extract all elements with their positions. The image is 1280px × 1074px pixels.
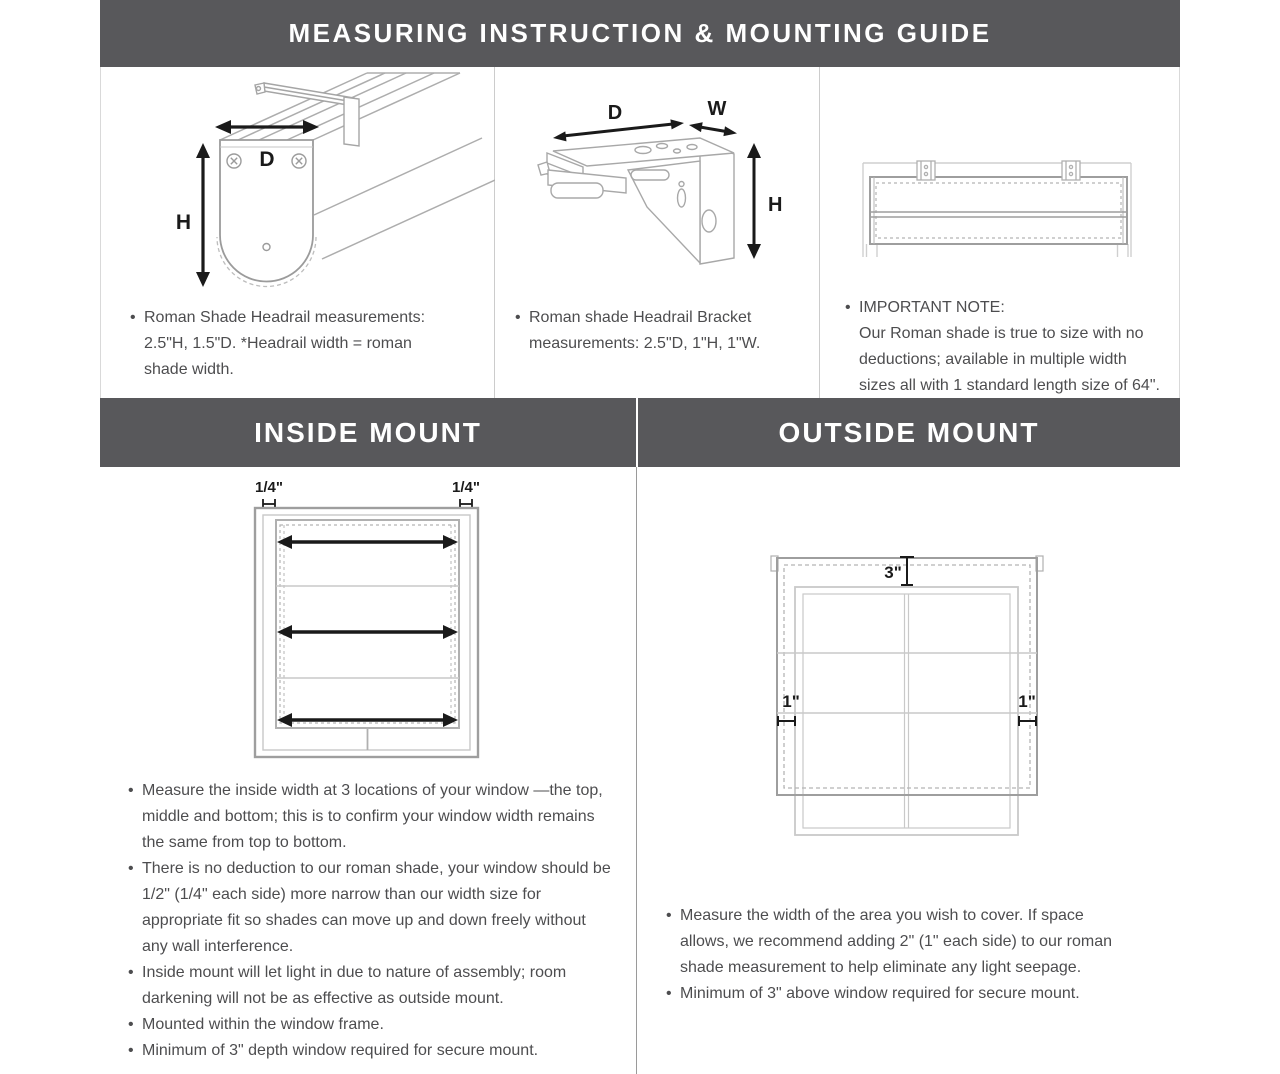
outside-mount-instructions bbox=[666, 903, 1120, 1007]
instruction-bullet: • There is no deduction to our roman shade, your window should be 1/2" (1/4" each side) more narrow than our width size for appropriate fit so shades can move up and down freely without any wall interference. bbox=[128, 856, 616, 960]
width-measure-arrow bbox=[277, 625, 458, 639]
instruction-bullet: • Minimum of 3" above window required for secure mount. bbox=[666, 981, 1120, 1007]
bracket-shape bbox=[538, 138, 734, 264]
mount-bracket-icon bbox=[917, 161, 935, 180]
headrail-note bbox=[130, 305, 436, 383]
instruction-bullet: • Minimum of 3" depth window required for secure mount. bbox=[128, 1038, 616, 1064]
shade-body bbox=[870, 177, 1127, 244]
panel-mounted-shade bbox=[820, 67, 1179, 398]
outside-mount-diagram bbox=[637, 540, 1180, 862]
width-measure-arrow bbox=[277, 535, 458, 549]
section-header-bars bbox=[100, 398, 1180, 467]
bracket-bullet: • Roman shade Headrail Bracket measurements: 2.5"D, 1"H, 1"W. bbox=[515, 305, 777, 357]
mount-sections-row bbox=[100, 467, 1180, 1074]
instruction-bullet: • Mounted within the window frame. bbox=[128, 1012, 616, 1038]
inside-mount-section bbox=[100, 467, 637, 1074]
depth-label: D bbox=[607, 102, 623, 124]
width-measure-arrow bbox=[277, 713, 458, 727]
side-measure-right bbox=[1019, 716, 1036, 726]
instruction-bullet: • Measure the width of the area you wish to cover. If space allows, we recommend adding 2" (1" each side) to our roman shade measurement to help eliminate any light seepage. bbox=[666, 903, 1120, 981]
important-note-title: • IMPORTANT NOTE: bbox=[845, 295, 1165, 321]
guide-content bbox=[100, 0, 1180, 1074]
gap-right-label: 1/4" bbox=[452, 479, 480, 496]
bracket-note bbox=[515, 305, 777, 357]
panel-headrail bbox=[101, 67, 495, 398]
page-title: MEASURING INSTRUCTION & MOUNTING GUIDE bbox=[288, 18, 992, 48]
inside-mount-header: INSIDE MOUNT bbox=[100, 398, 636, 467]
inside-mount-diagram bbox=[100, 467, 637, 771]
inside-shade bbox=[275, 520, 460, 750]
instruction-bullet: • Inside mount will let light in due to nature of assembly; room darkening will not be as effective as outside mount. bbox=[128, 960, 616, 1012]
bracket-diagram bbox=[495, 67, 819, 298]
important-note bbox=[845, 295, 1165, 399]
outside-mount-section bbox=[637, 467, 1180, 1074]
depth-arrow bbox=[215, 120, 319, 134]
instruction-bullet: • Measure the inside width at 3 locations of your window —the top, middle and bottom; this is to confirm your window width remains the same from top to bottom. bbox=[128, 778, 616, 856]
panel-bracket bbox=[495, 67, 820, 398]
width-label: W bbox=[707, 98, 727, 120]
side-right-label: 1" bbox=[1018, 692, 1036, 711]
height-arrow bbox=[196, 143, 210, 287]
side-left-label: 1" bbox=[782, 692, 800, 711]
above-measure bbox=[900, 557, 914, 585]
headrail-diagram bbox=[101, 67, 495, 298]
page-title-bar bbox=[100, 0, 1180, 67]
height-arrow bbox=[747, 143, 761, 259]
window-behind-shade bbox=[795, 587, 1018, 835]
outside-shade bbox=[771, 556, 1043, 795]
headrail-bullet: • Roman Shade Headrail measurements: 2.5"H, 1.5"D. *Headrail width = roman shade width. bbox=[130, 305, 436, 383]
inside-mount-instructions bbox=[128, 778, 616, 1064]
height-label: H bbox=[175, 211, 191, 234]
width-arrow bbox=[689, 122, 737, 136]
height-label: H bbox=[768, 194, 783, 216]
mounted-shade-diagram bbox=[820, 67, 1179, 298]
top-panels-row bbox=[100, 67, 1180, 398]
outside-mount-header: OUTSIDE MOUNT bbox=[638, 398, 1180, 467]
depth-label: D bbox=[259, 148, 275, 171]
mount-bracket-icon bbox=[1062, 161, 1080, 180]
important-note-body: Our Roman shade is true to size with no deductions; available in multiple width sizes all with 1 standard length size of 64". bbox=[859, 325, 1160, 394]
gap-left-label: 1/4" bbox=[255, 479, 283, 496]
side-measure-left bbox=[778, 716, 795, 726]
above-label: 3" bbox=[884, 563, 902, 582]
